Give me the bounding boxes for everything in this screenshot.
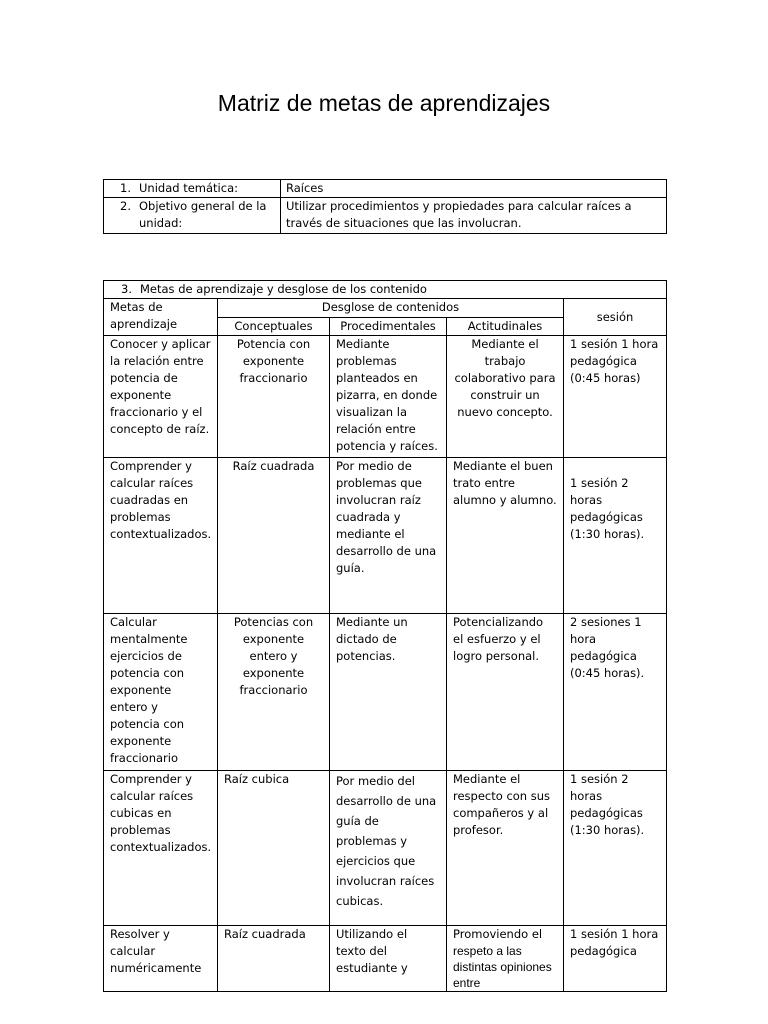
- table-row: [104, 198, 667, 234]
- list-number: 2.: [120, 199, 131, 213]
- meta-cell: Conocer y aplicar la relación entre potencia de exponente fraccionario y el concepto de raíz.: [104, 336, 218, 458]
- objective-label-cell: [104, 198, 281, 234]
- conceptual-cell: Raíz cubica: [218, 771, 330, 926]
- procedimental-cell: Por medio del desarrollo de una guía de problemas y ejercicios que involucran raíces cubicas.: [330, 771, 447, 926]
- learning-goals-table: [103, 280, 667, 992]
- page-title: Matriz de metas de aprendizajes: [217, 90, 551, 116]
- table-row: [104, 614, 667, 771]
- header-sesion: sesión: [564, 299, 667, 336]
- procedimental-cell: Por medio de problemas que involucran raíz cuadrada y mediante el desarrollo de una guía.: [330, 458, 447, 614]
- header-conceptuales: Conceptuales: [218, 318, 330, 336]
- meta-cell: Calcular mentalmente ejercicios de potencia con exponente entero y potencia con exponente fraccionario: [104, 614, 218, 771]
- header-row: [104, 299, 667, 318]
- meta-cell: Resolver y calcular numéricamente: [104, 926, 218, 992]
- objective-label: Objetivo general de la unidad:: [139, 199, 267, 230]
- actitudinal-text-a: Promoviendo el: [453, 927, 543, 941]
- actitudinal-cell: Potencializando el esfuerzo y el logro personal.: [447, 614, 564, 771]
- actitudinal-cell: [447, 926, 564, 992]
- meta-cell: Comprender y calcular raíces cubicas en problemas contextualizados.: [104, 771, 218, 926]
- actitudinal-cell: Mediante el respecto con sus compañeros y al profesor.: [447, 771, 564, 926]
- section-header: [104, 281, 667, 299]
- table-row: [104, 771, 667, 926]
- conceptual-cell: Raíz cuadrada: [218, 926, 330, 992]
- actitudinal-cell: Mediante el trabajo colaborativo para construir un nuevo concepto.: [447, 336, 564, 458]
- table-row: [104, 926, 667, 992]
- actitudinal-text-b: respeto a las distintas opiniones entre: [453, 944, 552, 990]
- meta-cell: Comprender y calcular raíces cuadradas en problemas contextualizados.: [104, 458, 218, 614]
- table-row: [104, 180, 667, 198]
- header-desglose: Desglose de contenidos: [218, 299, 564, 318]
- procedimental-cell: Utilizando el texto del estudiante y: [330, 926, 447, 992]
- sesion-cell: 1 sesión 2 horas pedagógicas (1:30 horas).: [564, 458, 667, 614]
- sesion-cell: 2 sesiones 1 hora pedagógica (0:45 horas).: [564, 614, 667, 771]
- conceptual-cell: Potencias con exponente entero y exponente fraccionario: [218, 614, 330, 771]
- conceptual-cell: Potencia con exponente fraccionario: [218, 336, 330, 458]
- procedimental-cell: Mediante problemas planteados en pizarra, en donde visualizan la relación entre potencia y raíces.: [330, 336, 447, 458]
- section-header-row: [104, 281, 667, 299]
- actitudinal-cell: Mediante el buen trato entre alumno y alumno.: [447, 458, 564, 614]
- list-number: 3.: [121, 282, 132, 296]
- table-row: [104, 458, 667, 614]
- sesion-cell: 1 sesión 2 horas pedagógicas (1:30 horas).: [564, 771, 667, 926]
- unit-label: Unidad temática:: [139, 181, 238, 195]
- section-title: Metas de aprendizaje y desglose de los contenido: [140, 282, 427, 296]
- objective-value: Utilizar procedimientos y propiedades para calcular raíces a través de situaciones que las involucran.: [281, 198, 667, 234]
- header-actitudinales: Actitudinales: [447, 318, 564, 336]
- sesion-cell: 1 sesión 1 hora pedagógica (0:45 horas): [564, 336, 667, 458]
- table-row: [104, 336, 667, 458]
- header-metas: Metas de aprendizaje: [104, 299, 218, 336]
- unit-label-cell: [104, 180, 281, 198]
- list-number: 1.: [120, 181, 131, 195]
- sesion-cell: 1 sesión 1 hora pedagógica: [564, 926, 667, 992]
- procedimental-cell: Mediante un dictado de potencias.: [330, 614, 447, 771]
- unit-value: Raíces: [281, 180, 667, 198]
- unit-info-table: [103, 179, 667, 234]
- header-procedimentales: Procedimentales: [330, 318, 447, 336]
- conceptual-cell: Raíz cuadrada: [218, 458, 330, 614]
